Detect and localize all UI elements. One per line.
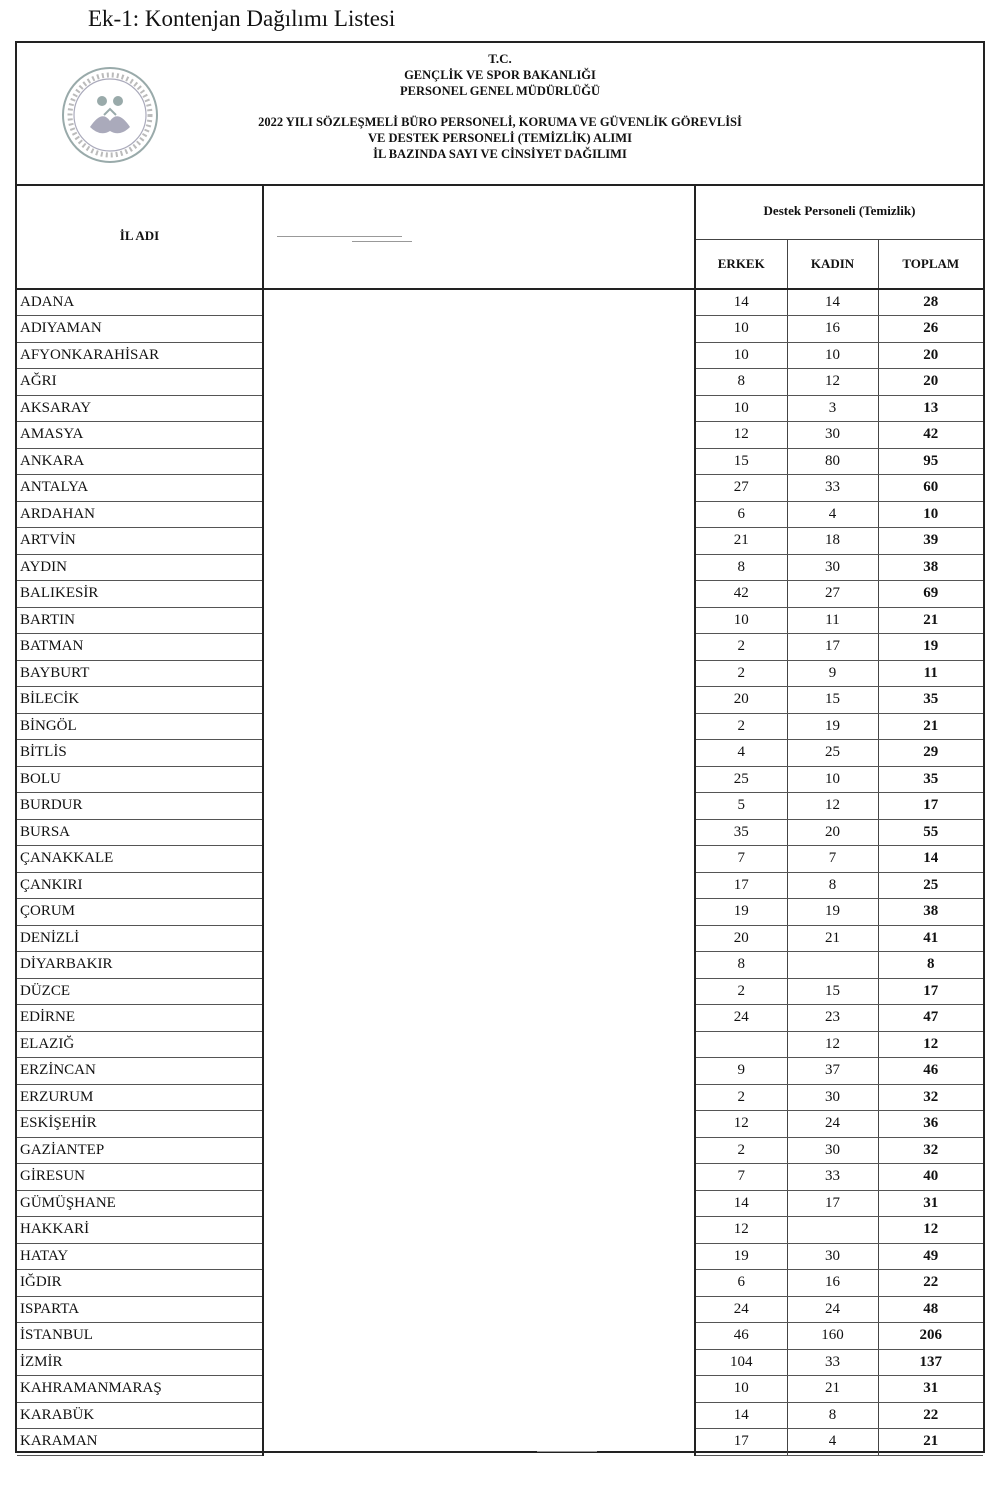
- erkek-cell: 20: [695, 687, 787, 714]
- redacted-cell: [263, 369, 695, 396]
- table-row: [17, 740, 983, 767]
- kadin-cell: 4: [787, 501, 878, 528]
- header-text: [17, 51, 983, 162]
- province-name-cell: İZMİR: [17, 1349, 263, 1376]
- toplam-cell: 36: [878, 1111, 983, 1138]
- redacted-cell: [263, 952, 695, 979]
- toplam-cell: 46: [878, 1058, 983, 1085]
- province-name-cell: BİTLİS: [17, 740, 263, 767]
- redacted-cell: [263, 1058, 695, 1085]
- kadin-cell: 25: [787, 740, 878, 767]
- erkek-cell: 8: [695, 369, 787, 396]
- province-name-cell: DÜZCE: [17, 978, 263, 1005]
- table-row: [17, 289, 983, 316]
- redacted-cell: [263, 1296, 695, 1323]
- kadin-cell: 12: [787, 369, 878, 396]
- header-line-directorate: PERSONEL GENEL MÜDÜRLÜĞÜ: [399, 84, 601, 98]
- toplam-cell: 206: [878, 1323, 983, 1350]
- table-row: [17, 687, 983, 714]
- toplam-cell: 25: [878, 872, 983, 899]
- province-name-cell: KARABÜK: [17, 1402, 263, 1429]
- redacted-cell: [263, 289, 695, 316]
- province-name-cell: GÜMÜŞHANE: [17, 1190, 263, 1217]
- table-row: [17, 316, 983, 343]
- table-row: [17, 793, 983, 820]
- kadin-cell: 20: [787, 819, 878, 846]
- redaction-smudge: [352, 241, 412, 242]
- redacted-cell: [263, 316, 695, 343]
- redacted-cell: [263, 1217, 695, 1244]
- table-row: [17, 1323, 983, 1350]
- erkek-cell: 2: [695, 660, 787, 687]
- table-row: [17, 819, 983, 846]
- kadin-cell: 30: [787, 422, 878, 449]
- column-header-toplam: TOPLAM: [878, 239, 983, 289]
- province-name-cell: İSTANBUL: [17, 1323, 263, 1350]
- group-header-destek: Destek Personeli (Temizlik): [695, 184, 983, 239]
- kadin-cell: 8: [787, 1402, 878, 1429]
- header-line-title: 2022 YILI SÖZLEŞMELİ BÜRO PERSONELİ, KORUMA VE GÜVENLİK GÖREVLİSİ: [258, 115, 742, 129]
- kadin-cell: 9: [787, 660, 878, 687]
- table-row: [17, 713, 983, 740]
- table-row: [17, 607, 983, 634]
- province-name-cell: BİLECİK: [17, 687, 263, 714]
- table-row: [17, 1349, 983, 1376]
- table-row: [17, 1084, 983, 1111]
- toplam-cell: 21: [878, 1429, 983, 1456]
- kadin-cell: 15: [787, 687, 878, 714]
- kadin-cell: 14: [787, 289, 878, 316]
- kadin-cell: 37: [787, 1058, 878, 1085]
- province-name-cell: BİNGÖL: [17, 713, 263, 740]
- erkek-cell: 10: [695, 607, 787, 634]
- toplam-cell: 11: [878, 660, 983, 687]
- erkek-cell: [695, 1031, 787, 1058]
- table-row: [17, 1402, 983, 1429]
- toplam-cell: 14: [878, 846, 983, 873]
- table-row: [17, 1137, 983, 1164]
- province-name-cell: ESKİŞEHİR: [17, 1111, 263, 1138]
- redacted-cell: [263, 1243, 695, 1270]
- redacted-cell: [263, 1376, 695, 1403]
- toplam-cell: 32: [878, 1137, 983, 1164]
- table-row: [17, 475, 983, 502]
- province-name-cell: HATAY: [17, 1243, 263, 1270]
- province-name-cell: ERZİNCAN: [17, 1058, 263, 1085]
- redacted-cell: [263, 395, 695, 422]
- kadin-cell: 30: [787, 1243, 878, 1270]
- kadin-cell: 15: [787, 978, 878, 1005]
- kadin-cell: 33: [787, 1349, 878, 1376]
- table-row: [17, 501, 983, 528]
- kadin-cell: 23: [787, 1005, 878, 1032]
- table-row: [17, 528, 983, 555]
- toplam-cell: 39: [878, 528, 983, 555]
- kadin-cell: 10: [787, 342, 878, 369]
- toplam-cell: 20: [878, 342, 983, 369]
- province-name-cell: BATMAN: [17, 634, 263, 661]
- kadin-cell: 16: [787, 316, 878, 343]
- province-name-cell: AFYONKARAHİSAR: [17, 342, 263, 369]
- column-header-erkek: ERKEK: [695, 239, 787, 289]
- kadin-cell: 18: [787, 528, 878, 555]
- province-name-cell: ELAZIĞ: [17, 1031, 263, 1058]
- toplam-cell: 22: [878, 1270, 983, 1297]
- toplam-cell: 40: [878, 1164, 983, 1191]
- toplam-cell: 55: [878, 819, 983, 846]
- province-name-cell: ADANA: [17, 289, 263, 316]
- toplam-cell: 38: [878, 899, 983, 926]
- province-name-cell: ÇANKIRI: [17, 872, 263, 899]
- erkek-cell: 12: [695, 1111, 787, 1138]
- province-name-cell: BALIKESİR: [17, 581, 263, 608]
- erkek-cell: 4: [695, 740, 787, 767]
- table-row: [17, 1031, 983, 1058]
- table-row: [17, 925, 983, 952]
- header-line-subtitle: VE DESTEK PERSONELİ (TEMİZLİK) ALIMI: [368, 131, 632, 145]
- kadin-cell: 21: [787, 1376, 878, 1403]
- kadin-cell: 30: [787, 554, 878, 581]
- document-frame: [15, 41, 985, 1453]
- erkek-cell: 24: [695, 1296, 787, 1323]
- kadin-cell: [787, 952, 878, 979]
- erkek-cell: 14: [695, 1190, 787, 1217]
- document-caption: Ek-1: Kontenjan Dağılımı Listesi: [88, 6, 396, 31]
- toplam-cell: 38: [878, 554, 983, 581]
- toplam-cell: 32: [878, 1084, 983, 1111]
- toplam-cell: 69: [878, 581, 983, 608]
- toplam-cell: 28: [878, 289, 983, 316]
- kadin-cell: 19: [787, 899, 878, 926]
- province-name-cell: AYDIN: [17, 554, 263, 581]
- erkek-cell: 104: [695, 1349, 787, 1376]
- redacted-cell: [263, 554, 695, 581]
- province-name-cell: DİYARBAKIR: [17, 952, 263, 979]
- erkek-cell: 10: [695, 1376, 787, 1403]
- redacted-cell: [263, 660, 695, 687]
- erkek-cell: 2: [695, 634, 787, 661]
- table-row: [17, 1270, 983, 1297]
- table-row: [17, 342, 983, 369]
- province-name-cell: DENİZLİ: [17, 925, 263, 952]
- kadin-cell: 12: [787, 793, 878, 820]
- redacted-cell: [263, 846, 695, 873]
- quota-table: [17, 184, 983, 1456]
- toplam-cell: 8: [878, 952, 983, 979]
- erkek-cell: 46: [695, 1323, 787, 1350]
- erkek-cell: 2: [695, 978, 787, 1005]
- table-row: [17, 1296, 983, 1323]
- kadin-cell: 33: [787, 475, 878, 502]
- province-name-cell: ARDAHAN: [17, 501, 263, 528]
- toplam-cell: 26: [878, 316, 983, 343]
- province-name-cell: ÇANAKKALE: [17, 846, 263, 873]
- erkek-cell: 12: [695, 1217, 787, 1244]
- table-row: [17, 369, 983, 396]
- redacted-cell: [263, 1005, 695, 1032]
- redacted-cell: [263, 687, 695, 714]
- redacted-cell: [263, 422, 695, 449]
- toplam-cell: 12: [878, 1217, 983, 1244]
- province-name-cell: AMASYA: [17, 422, 263, 449]
- erkek-cell: 2: [695, 1137, 787, 1164]
- redacted-cell: [263, 448, 695, 475]
- toplam-cell: 31: [878, 1190, 983, 1217]
- erkek-cell: 2: [695, 713, 787, 740]
- erkek-cell: 6: [695, 1270, 787, 1297]
- table-row: [17, 1429, 983, 1456]
- province-name-cell: AĞRI: [17, 369, 263, 396]
- redacted-cell: [263, 1031, 695, 1058]
- toplam-cell: 31: [878, 1376, 983, 1403]
- toplam-cell: 48: [878, 1296, 983, 1323]
- toplam-cell: 35: [878, 766, 983, 793]
- erkek-cell: 8: [695, 554, 787, 581]
- erkek-cell: 10: [695, 316, 787, 343]
- table-row: [17, 1190, 983, 1217]
- erkek-cell: 20: [695, 925, 787, 952]
- redacted-cell: [263, 1137, 695, 1164]
- table-row: [17, 1005, 983, 1032]
- kadin-cell: 24: [787, 1296, 878, 1323]
- erkek-cell: 5: [695, 793, 787, 820]
- table-row: [17, 395, 983, 422]
- toplam-cell: 47: [878, 1005, 983, 1032]
- redaction-smudge: [537, 1451, 597, 1452]
- redacted-cell: [263, 342, 695, 369]
- toplam-cell: 60: [878, 475, 983, 502]
- table-row: [17, 1217, 983, 1244]
- redacted-cell: [263, 1402, 695, 1429]
- table-row: [17, 422, 983, 449]
- province-name-cell: ADIYAMAN: [17, 316, 263, 343]
- table-row: [17, 660, 983, 687]
- redacted-cell: [263, 634, 695, 661]
- document-header: [17, 43, 983, 186]
- table-row: [17, 872, 983, 899]
- kadin-cell: 17: [787, 1190, 878, 1217]
- redacted-cell: [263, 740, 695, 767]
- header-line-distribution: İL BAZINDA SAYI VE CİNSİYET DAĞILIMI: [373, 147, 627, 161]
- table-row: [17, 448, 983, 475]
- erkek-cell: 6: [695, 501, 787, 528]
- erkek-cell: 12: [695, 422, 787, 449]
- province-name-cell: ISPARTA: [17, 1296, 263, 1323]
- redacted-cell: [263, 1190, 695, 1217]
- toplam-cell: 20: [878, 369, 983, 396]
- toplam-cell: 12: [878, 1031, 983, 1058]
- toplam-cell: 49: [878, 1243, 983, 1270]
- redacted-cell: [263, 1429, 695, 1456]
- kadin-cell: 33: [787, 1164, 878, 1191]
- province-name-cell: BURDUR: [17, 793, 263, 820]
- erkek-cell: 21: [695, 528, 787, 555]
- erkek-cell: 35: [695, 819, 787, 846]
- kadin-cell: 4: [787, 1429, 878, 1456]
- erkek-cell: 19: [695, 1243, 787, 1270]
- redacted-cell: [263, 872, 695, 899]
- erkek-cell: 19: [695, 899, 787, 926]
- toplam-cell: 29: [878, 740, 983, 767]
- redacted-cell: [263, 819, 695, 846]
- erkek-cell: 2: [695, 1084, 787, 1111]
- province-name-cell: GİRESUN: [17, 1164, 263, 1191]
- province-name-cell: ERZURUM: [17, 1084, 263, 1111]
- province-name-cell: KAHRAMANMARAŞ: [17, 1376, 263, 1403]
- erkek-cell: 17: [695, 1429, 787, 1456]
- redacted-cell: [263, 978, 695, 1005]
- redacted-cell: [263, 925, 695, 952]
- redacted-cell: [263, 1084, 695, 1111]
- toplam-cell: 22: [878, 1402, 983, 1429]
- erkek-cell: 7: [695, 1164, 787, 1191]
- kadin-cell: 19: [787, 713, 878, 740]
- header-line-tc: T.C.: [488, 51, 512, 66]
- province-name-cell: BURSA: [17, 819, 263, 846]
- toplam-cell: 137: [878, 1349, 983, 1376]
- province-name-cell: ANKARA: [17, 448, 263, 475]
- erkek-cell: 14: [695, 1402, 787, 1429]
- province-name-cell: GAZİANTEP: [17, 1137, 263, 1164]
- redacted-cell: [263, 528, 695, 555]
- table-row: [17, 978, 983, 1005]
- province-name-cell: AKSARAY: [17, 395, 263, 422]
- province-name-cell: BARTIN: [17, 607, 263, 634]
- toplam-cell: 19: [878, 634, 983, 661]
- redaction-smudge: [277, 236, 402, 237]
- table-row: [17, 952, 983, 979]
- province-name-cell: IĞDIR: [17, 1270, 263, 1297]
- toplam-cell: 10: [878, 501, 983, 528]
- erkek-cell: 27: [695, 475, 787, 502]
- kadin-cell: 16: [787, 1270, 878, 1297]
- kadin-cell: [787, 1217, 878, 1244]
- erkek-cell: 42: [695, 581, 787, 608]
- kadin-cell: 3: [787, 395, 878, 422]
- redacted-cell: [263, 713, 695, 740]
- redacted-cell: [263, 766, 695, 793]
- province-name-cell: BAYBURT: [17, 660, 263, 687]
- toplam-cell: 21: [878, 607, 983, 634]
- column-header-kadin: KADIN: [787, 239, 878, 289]
- erkek-cell: 17: [695, 872, 787, 899]
- erkek-cell: 24: [695, 1005, 787, 1032]
- erkek-cell: 9: [695, 1058, 787, 1085]
- redacted-cell: [263, 1349, 695, 1376]
- redacted-cell: [263, 475, 695, 502]
- column-header-il: İL ADI: [17, 184, 263, 289]
- table-row: [17, 899, 983, 926]
- kadin-cell: 30: [787, 1084, 878, 1111]
- redacted-cell: [263, 1270, 695, 1297]
- table-row: [17, 1164, 983, 1191]
- table-row: [17, 1058, 983, 1085]
- table-row: [17, 846, 983, 873]
- kadin-cell: 8: [787, 872, 878, 899]
- table-row: [17, 581, 983, 608]
- toplam-cell: 41: [878, 925, 983, 952]
- kadin-cell: 21: [787, 925, 878, 952]
- redacted-cell: [263, 607, 695, 634]
- province-name-cell: EDİRNE: [17, 1005, 263, 1032]
- header-line-ministry: GENÇLİK VE SPOR BAKANLIĞI: [404, 68, 596, 82]
- kadin-cell: 27: [787, 581, 878, 608]
- erkek-cell: 8: [695, 952, 787, 979]
- table-row: [17, 1111, 983, 1138]
- kadin-cell: 160: [787, 1323, 878, 1350]
- toplam-cell: 13: [878, 395, 983, 422]
- erkek-cell: 14: [695, 289, 787, 316]
- province-name-cell: ARTVİN: [17, 528, 263, 555]
- province-name-cell: HAKKARİ: [17, 1217, 263, 1244]
- redacted-cell: [263, 1164, 695, 1191]
- table-row: [17, 554, 983, 581]
- province-name-cell: BOLU: [17, 766, 263, 793]
- redacted-cell: [263, 1323, 695, 1350]
- redacted-cell: [263, 581, 695, 608]
- province-name-cell: ÇORUM: [17, 899, 263, 926]
- table-row: [17, 1243, 983, 1270]
- province-name-cell: KARAMAN: [17, 1429, 263, 1456]
- kadin-cell: 17: [787, 634, 878, 661]
- kadin-cell: 80: [787, 448, 878, 475]
- erkek-cell: 10: [695, 342, 787, 369]
- redacted-cell: [263, 793, 695, 820]
- table-row: [17, 766, 983, 793]
- erkek-cell: 15: [695, 448, 787, 475]
- toplam-cell: 42: [878, 422, 983, 449]
- toplam-cell: 95: [878, 448, 983, 475]
- table-row: [17, 1376, 983, 1403]
- kadin-cell: 30: [787, 1137, 878, 1164]
- redacted-cell: [263, 1111, 695, 1138]
- erkek-cell: 25: [695, 766, 787, 793]
- kadin-cell: 7: [787, 846, 878, 873]
- kadin-cell: 11: [787, 607, 878, 634]
- province-name-cell: ANTALYA: [17, 475, 263, 502]
- table-row: [17, 634, 983, 661]
- kadin-cell: 12: [787, 1031, 878, 1058]
- toplam-cell: 17: [878, 978, 983, 1005]
- toplam-cell: 17: [878, 793, 983, 820]
- erkek-cell: 7: [695, 846, 787, 873]
- erkek-cell: 10: [695, 395, 787, 422]
- kadin-cell: 24: [787, 1111, 878, 1138]
- kadin-cell: 10: [787, 766, 878, 793]
- toplam-cell: 21: [878, 713, 983, 740]
- redacted-cell: [263, 899, 695, 926]
- toplam-cell: 35: [878, 687, 983, 714]
- redacted-cell: [263, 501, 695, 528]
